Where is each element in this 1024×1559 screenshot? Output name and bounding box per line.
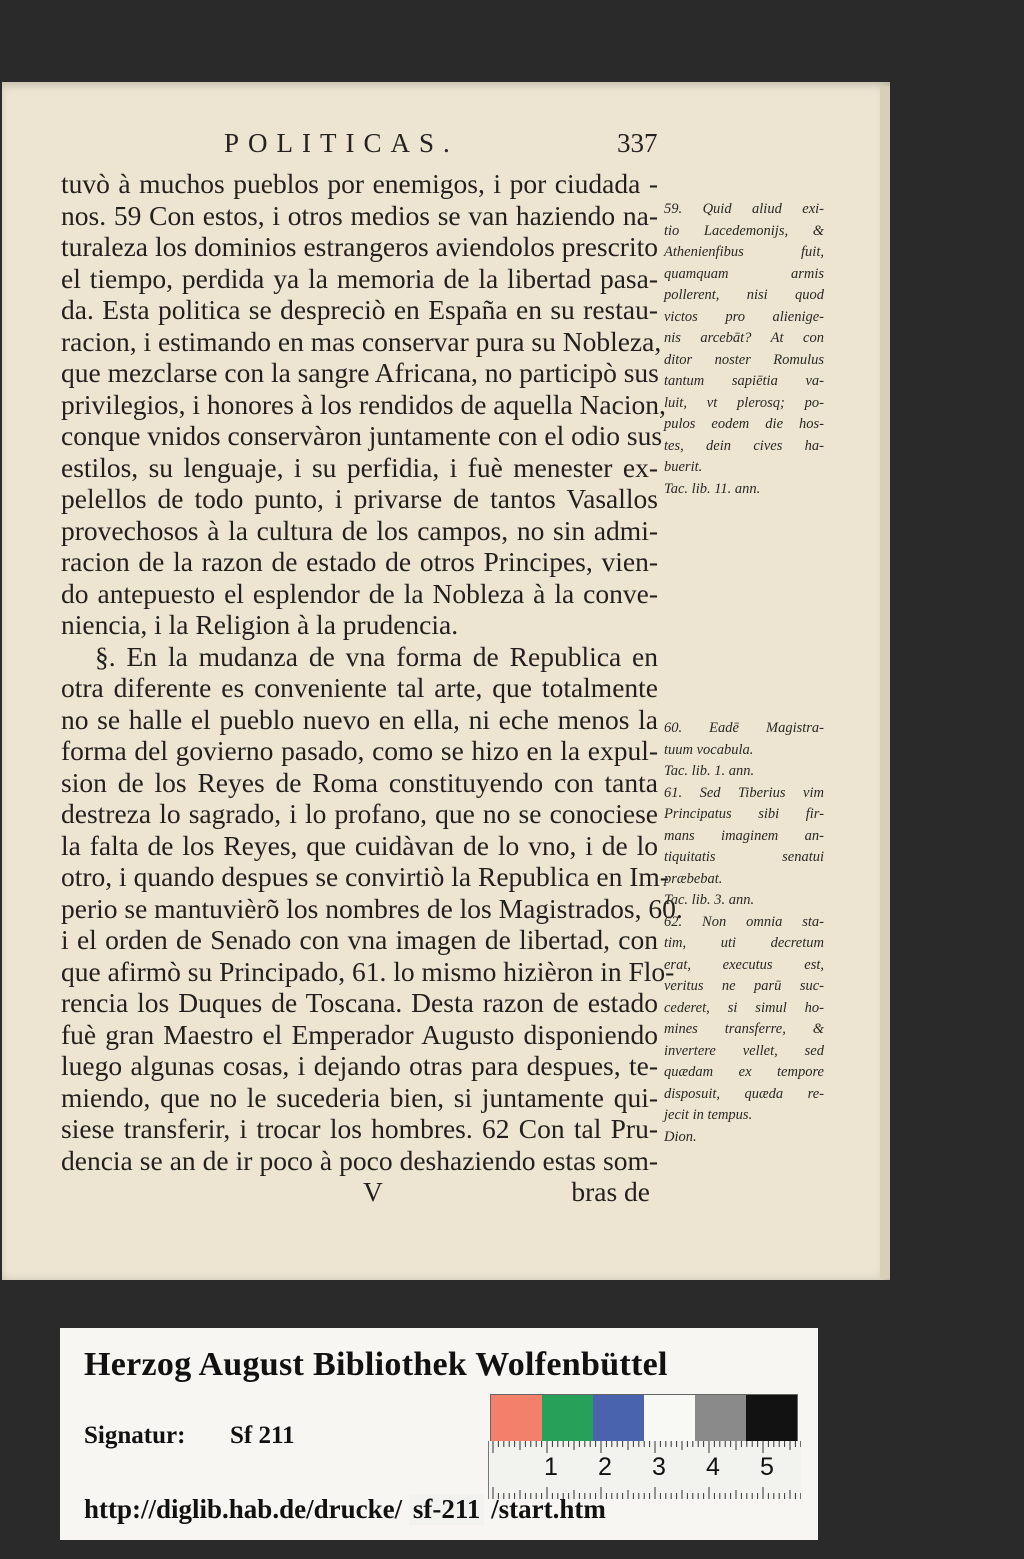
- text-line: provechosos à la cultura de los campos, no sin admi-: [61, 514, 658, 546]
- ruler-number: 5: [760, 1453, 774, 1481]
- marginal-notes-top: [664, 199, 824, 500]
- note-line: nis arcebāt? At con: [664, 330, 824, 346]
- text-line: tuvò à muchos pueblos por enemigos, i por ciudada -: [61, 168, 658, 199]
- text-line: privilegios, i honores à los rendidos de aquella Nacion,: [61, 388, 666, 420]
- color-swatch: [542, 1395, 593, 1441]
- page-edge: [880, 86, 890, 1278]
- text-line: fuè gran Maestro el Emperador Augusto disponiendo: [61, 1018, 658, 1050]
- note-line: tantum sapiētia va-: [664, 373, 824, 389]
- note-line: buerit.: [664, 459, 703, 475]
- text-line: §. En la mudanza de vna forma de Republica en: [95, 640, 658, 672]
- text-line: sion de los Reyes de Roma constituyendo con tanta: [61, 766, 658, 798]
- catch-line: [61, 1176, 658, 1208]
- text-line: conque vnidos conservàron juntamente con el odio sus: [61, 420, 663, 451]
- signatur-label: Signatur:: [84, 1422, 186, 1449]
- note-line: cederet, si simul ho-: [664, 999, 824, 1016]
- page-number: 337: [617, 128, 658, 158]
- color-calibration-strip: [490, 1394, 798, 1442]
- note-line: Athenienfibus fuit,: [664, 244, 824, 260]
- note-line: mines transferre, &: [664, 1021, 824, 1037]
- running-head: [224, 128, 664, 168]
- note-line: Tac. lib. 1. ann.: [664, 763, 755, 779]
- url-shelfmark: sf-211: [409, 1494, 485, 1525]
- text-line: otro, i quando despues se convirtiò la Republica en Im-: [61, 861, 669, 892]
- text-line: i el orden de Senado con vna imagen de libertad, con: [61, 924, 658, 955]
- note-line: Tac. lib. 3. ann.: [664, 892, 755, 908]
- note-line: quamquam armis: [664, 265, 824, 282]
- note-line: tio Lacedemonijs, &: [664, 222, 824, 239]
- note-line: veritus ne parū suc-: [664, 978, 824, 994]
- text-line: que mezclarse con la sangre Africana, no participò sus: [61, 357, 659, 388]
- text-line: do antepuesto el esplendor de la Nobleza à la conve-: [61, 577, 658, 609]
- text-line: turaleza los dominios estrangeros aviendolos prescrito: [61, 231, 658, 262]
- text-line: miendo, que no le sucederia bien, si juntamente qui-: [61, 1081, 658, 1113]
- text-line: nos. 59 Con estos, i otros medios se van haziendo na-: [61, 199, 658, 231]
- note-line: 59. Quid aliud exi-: [664, 201, 824, 217]
- text-line: el tiempo, perdida ya la memoria de la libertad pasa-: [61, 262, 658, 294]
- ruler-number: 2: [598, 1453, 612, 1481]
- text-line: estilos, su lenguaje, i su perfidia, i fuè menester ex-: [61, 451, 658, 483]
- note-line: disposuit, quæda re-: [664, 1085, 824, 1102]
- signatur-value: Sf 211: [230, 1422, 295, 1449]
- text-line: niencia, i la Religion à la prudencia.: [61, 609, 459, 640]
- text-line: pelellos de todo punto, i privarse de tantos Vasallos: [61, 483, 658, 514]
- text-line: forma del govierno pasado, como se hizo en la expul-: [61, 735, 658, 766]
- note-line: tes, dein cives ha-: [664, 437, 824, 454]
- ruler-number: 3: [652, 1453, 666, 1481]
- color-swatch: [491, 1395, 542, 1441]
- note-line: 61. Sed Tiberius vim: [664, 784, 824, 801]
- note-line: ditor noster Romulus: [664, 351, 824, 368]
- url-prefix: http://diglib.hab.de/drucke/: [84, 1494, 403, 1524]
- color-swatch: [746, 1395, 797, 1441]
- color-swatch: [644, 1395, 695, 1441]
- note-line: 60. Eadē Magistra-: [664, 720, 824, 736]
- library-label-card: [60, 1328, 818, 1540]
- text-line: la falta de los Reyes, que cuidàvan de lo vno, i de lo: [61, 829, 658, 861]
- text-line: no se halle el pueblo nuevo en ella, ni eche menos la: [61, 703, 658, 735]
- library-name: Herzog August Bibliothek Wolfenbüttel: [84, 1346, 668, 1383]
- note-line: pollerent, nisi quod: [664, 287, 824, 303]
- text-line: rencia los Duques de Toscana. Desta razon de estado: [61, 987, 658, 1018]
- text-line: da. Esta politica se despreciò en España en su restau-: [61, 294, 658, 325]
- text-line: perio se mantuvièrõ los nombres de los Magistrados, 60.: [61, 892, 683, 924]
- note-line: Principatus sibi fir-: [664, 806, 824, 822]
- note-line: 62. Non omnia sta-: [664, 913, 824, 930]
- note-line: erat, executus est,: [664, 956, 824, 973]
- measurement-ruler: [488, 1441, 801, 1499]
- note-line: victos pro alienige-: [664, 308, 824, 325]
- marginal-notes-bottom: [664, 718, 824, 1148]
- text-line: destreza lo sagrado, i lo profano, que no se conociese: [61, 798, 658, 829]
- note-line: invertere vellet, sed: [664, 1042, 824, 1059]
- catchword: bras de: [571, 1176, 650, 1207]
- note-line: Tac. lib. 11. ann.: [664, 480, 761, 497]
- ruler-ticks: [489, 1441, 801, 1499]
- note-line: Dion.: [664, 1128, 697, 1145]
- text-line: racion de la razon de estado de otros Principes, vien-: [61, 546, 658, 577]
- note-line: jecit in tempus.: [664, 1107, 753, 1123]
- signature-mark: V: [363, 1176, 383, 1207]
- text-line: otra diferente es conveniente tal arte, que totalmente: [61, 672, 658, 703]
- note-line: tim, uti decretum: [664, 935, 824, 951]
- ruler-number: 4: [706, 1453, 720, 1481]
- url-suffix: /start.htm: [491, 1494, 606, 1524]
- text-line: racion, i estimando en mas conservar pura su Nobleza,: [61, 325, 662, 357]
- color-swatch: [695, 1395, 746, 1441]
- library-url[interactable]: [84, 1494, 606, 1525]
- note-line: tuum vocabula.: [664, 741, 754, 758]
- running-head-title: POLITICAS.: [224, 128, 459, 158]
- color-swatch: [593, 1395, 644, 1441]
- ruler-number: 1: [544, 1453, 558, 1481]
- note-line: præbebat.: [664, 870, 723, 887]
- text-line: dencia se an de ir poco à poco deshaziendo estas som-: [61, 1144, 658, 1176]
- note-line: quædam ex tempore: [664, 1064, 824, 1080]
- text-line: siese transferir, i trocar los hombres. 62 Con tal Pru-: [61, 1113, 658, 1144]
- text-line: que afirmò su Principado, 61. lo mismo hizièron in Flo-: [61, 955, 675, 987]
- note-line: luit, vt plerosq; po-: [664, 394, 824, 411]
- note-line: pulos eodem die hos-: [664, 416, 824, 432]
- note-line: mans imaginem an-: [664, 827, 824, 844]
- text-line: luego algunas cosas, i dejando otras para despues, te-: [61, 1050, 658, 1081]
- note-line: tiquitatis senatui: [664, 849, 824, 865]
